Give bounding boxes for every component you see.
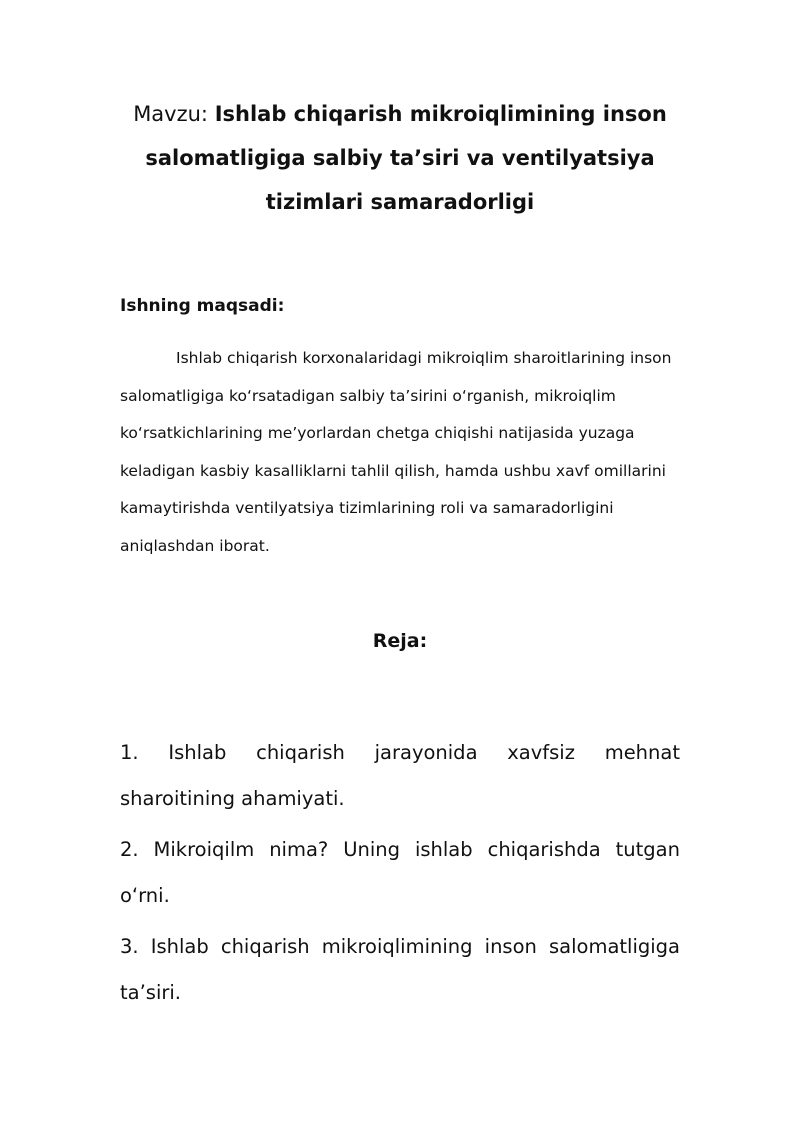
document-title	[110, 92, 690, 224]
goal-paragraph: Ishlab chiqarish korxonalaridagi mikroiqlim sharoitlarining inson salomatligiga ko‘rsatadigan salbiy ta’sirini o‘rganish, mikroiqlim ko‘rsatkichlarining me’yorlardan chetga chiqishi natijasida yuzaga keladigan kasbiy kasalliklarni tahlil qilish, hamda ushbu xavf omillarini kamaytirishda ventilyatsiya tizimlarining roli va samaradorligini aniqlashdan iborat.	[120, 349, 672, 555]
title-main: Ishlab chiqarish mikroiqlimining inson salomatligiga salbiy ta’siri va ventilyatsiya tizimlari samaradorligi	[145, 102, 667, 214]
plan-heading: Reja:	[372, 630, 428, 652]
plan-list	[120, 730, 680, 1021]
goal-heading: Ishning maqsadi:	[120, 296, 285, 316]
plan-item: 1. Ishlab chiqarish jarayonida xavfsiz mehnat sharoitining ahamiyati.	[120, 741, 680, 810]
title-prefix: Mavzu:	[133, 102, 215, 126]
plan-item: 2. Mikroiqilm nima? Uning ishlab chiqarishda tutgan o‘rni.	[120, 838, 680, 907]
plan-item: 3. Ishlab chiqarish mikroiqlimining inson salomatligiga ta’siri.	[120, 935, 680, 1004]
